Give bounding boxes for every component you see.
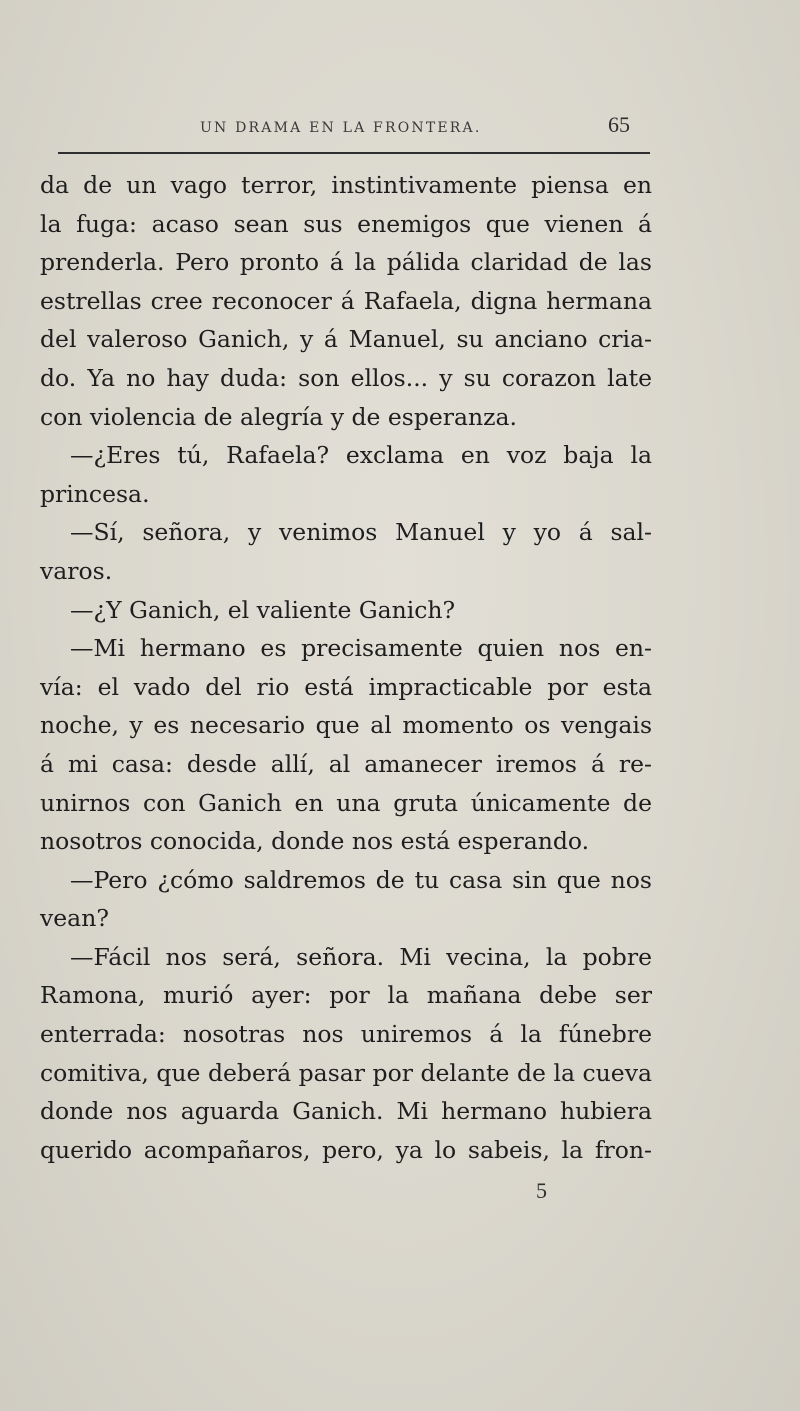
text-line-14: vía: el vado del rio está impracticable por esta [40, 672, 652, 701]
text-line-11: varos. [40, 556, 113, 585]
text-line-22: Ramona, murió ayer: por la mañana debe ser [40, 981, 652, 1010]
body-text [40, 166, 652, 1169]
text-line-17: unirnos con Ganich en una gruta únicamente de [40, 788, 652, 817]
header-rule [58, 152, 650, 154]
text-line-16: á mi casa: desde allí, al amanecer iremos á re- [40, 749, 652, 778]
text-line-25: donde nos aguarda Ganich. Mi hermano hubiera [40, 1097, 652, 1126]
text-line-24: comitiva, que deberá pasar por delante de la cueva [40, 1058, 652, 1087]
text-line-6: do. Ya no hay duda: son ellos... y su corazon late [40, 363, 652, 392]
text-line-18: nosotros conocida, donde nos está esperando. [40, 827, 590, 856]
text-line-8: —¿Eres tú, Rafaela? exclama en voz baja la [70, 441, 652, 470]
text-line-5: del valeroso Ganich, y á Manuel, su anciano cria- [40, 325, 652, 354]
text-line-1: da de un vago terror, instintivamente piensa en [40, 171, 652, 199]
text-line-20: vean? [40, 904, 109, 933]
text-line-23: enterrada: nosotras nos uniremos á la fúnebre [40, 1020, 652, 1049]
running-title: UN DRAMA EN LA FRONTERA. [200, 120, 482, 136]
signature-mark: 5 [536, 1178, 547, 1203]
text-line-12: —¿Y Ganich, el valiente Ganich? [70, 595, 456, 624]
running-head [40, 112, 650, 142]
text-line-7: con violencia de alegría y de esperanza. [40, 402, 518, 431]
text-line-19: —Pero ¿cómo saldremos de tu casa sin que nos [70, 865, 652, 894]
text-line-9: princesa. [40, 479, 150, 508]
text-line-26: querido acompañaros, pero, ya lo sabeis, la fron- [40, 1135, 652, 1164]
text-line-15: noche, y es necesario que al momento os vengais [40, 711, 652, 740]
text-line-4: estrellas cree reconocer á Rafaela, digna hermana [40, 286, 652, 315]
text-line-3: prenderla. Pero pronto á la pálida claridad de las [40, 248, 652, 277]
text-line-2: la fuga: acaso sean sus enemigos que vienen á [40, 209, 652, 238]
page-number: 65 [608, 112, 630, 137]
text-line-21: —Fácil nos será, señora. Mi vecina, la pobre [70, 942, 652, 971]
text-line-13: —Mi hermano es precisamente quien nos en- [70, 634, 652, 663]
text-line-10: —Sí, señora, y venimos Manuel y yo á sal- [70, 518, 652, 547]
